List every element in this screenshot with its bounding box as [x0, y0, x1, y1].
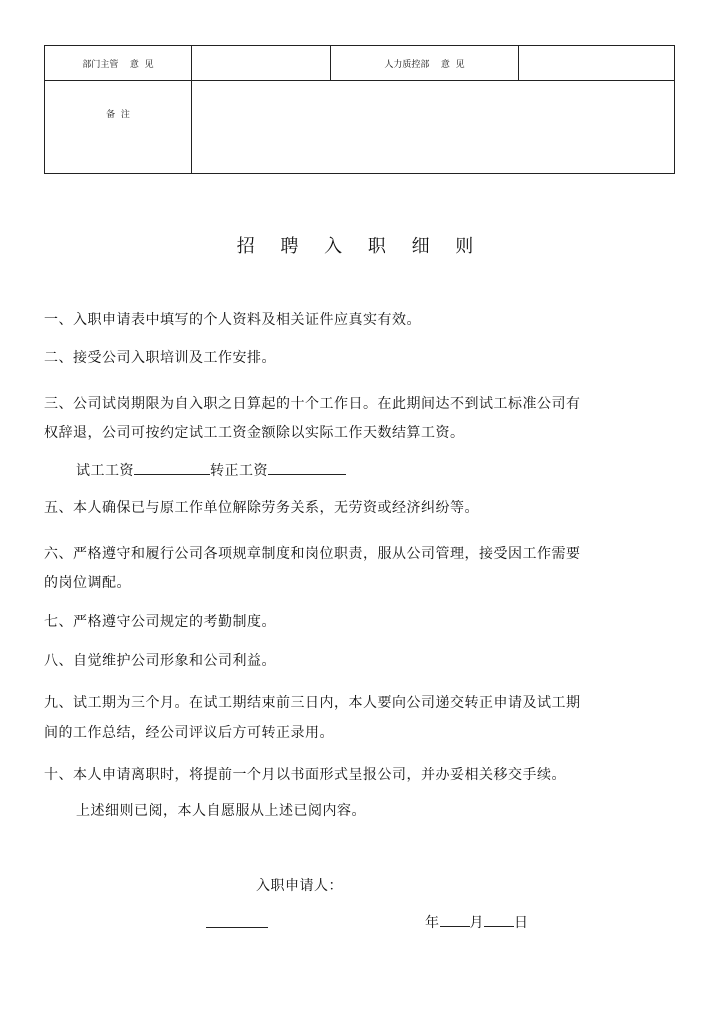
month-blank[interactable]: [440, 912, 470, 927]
rule-2: 二、接受公司入职培训及工作安排。: [44, 350, 276, 366]
year-label: 年: [425, 915, 440, 931]
dept-head-opinion-label: 部门主管 意 见: [45, 46, 192, 81]
remarks-cell[interactable]: [192, 81, 675, 174]
opinion-table: [44, 45, 675, 174]
rule-5: 五、本人确保已与原工作单位解除劳务关系，无劳资或经济纠纷等。: [44, 500, 479, 516]
rule-3-line-2: 权辞退，公司可按约定试工工资金额除以实际工作天数结算工资。: [44, 425, 465, 441]
day-blank[interactable]: [484, 912, 514, 927]
acknowledgement: 上述细则已阅，本人自愿服从上述已阅内容。: [76, 803, 366, 819]
rule-6-line-1: 六、严格遵守和履行公司各项规章制度和岗位职责，服从公司管理，接受因工作需要: [44, 546, 581, 562]
rule-9-line-1: 九、试工期为三个月。在试工期结束前三日内，本人要向公司递交转正申请及试工期: [44, 695, 581, 711]
trial-wage-blank[interactable]: [134, 460, 210, 475]
wage-line: [76, 460, 346, 480]
month-label: 月: [469, 915, 484, 931]
trial-wage-label: 试工工资: [76, 463, 134, 479]
regular-wage-blank[interactable]: [268, 460, 346, 475]
rule-6-line-2: 的岗位调配。: [44, 575, 131, 591]
rule-1: 一、入职申请表中填写的个人资料及相关证件应真实有效。: [44, 312, 421, 328]
rule-8: 八、自觉维护公司形象和公司利益。: [44, 653, 276, 669]
day-label: 日: [514, 915, 529, 931]
date-line: [425, 912, 529, 932]
dept-head-opinion-cell[interactable]: [192, 46, 331, 81]
page-title: 招 聘 入 职 细 则: [236, 236, 484, 257]
hr-opinion-label: 人力质控部 意 见: [331, 46, 519, 81]
rule-7: 七、严格遵守公司规定的考勤制度。: [44, 614, 276, 630]
rule-3-line-1: 三、公司试岗期限为自入职之日算起的十个工作日。在此期间达不到试工标准公司有: [44, 396, 581, 412]
hr-opinion-cell[interactable]: [519, 46, 675, 81]
rule-9-line-2: 间的工作总结，经公司评议后方可转正录用。: [44, 725, 334, 741]
rule-10: 十、本人申请离职时，将提前一个月以书面形式呈报公司，并办妥相关移交手续。: [44, 767, 566, 783]
regular-wage-label: 转正工资: [210, 463, 268, 479]
remarks-label: 备 注: [45, 81, 192, 174]
applicant-label: 入职申请人：: [256, 878, 343, 894]
applicant-signature-blank[interactable]: [206, 913, 268, 928]
